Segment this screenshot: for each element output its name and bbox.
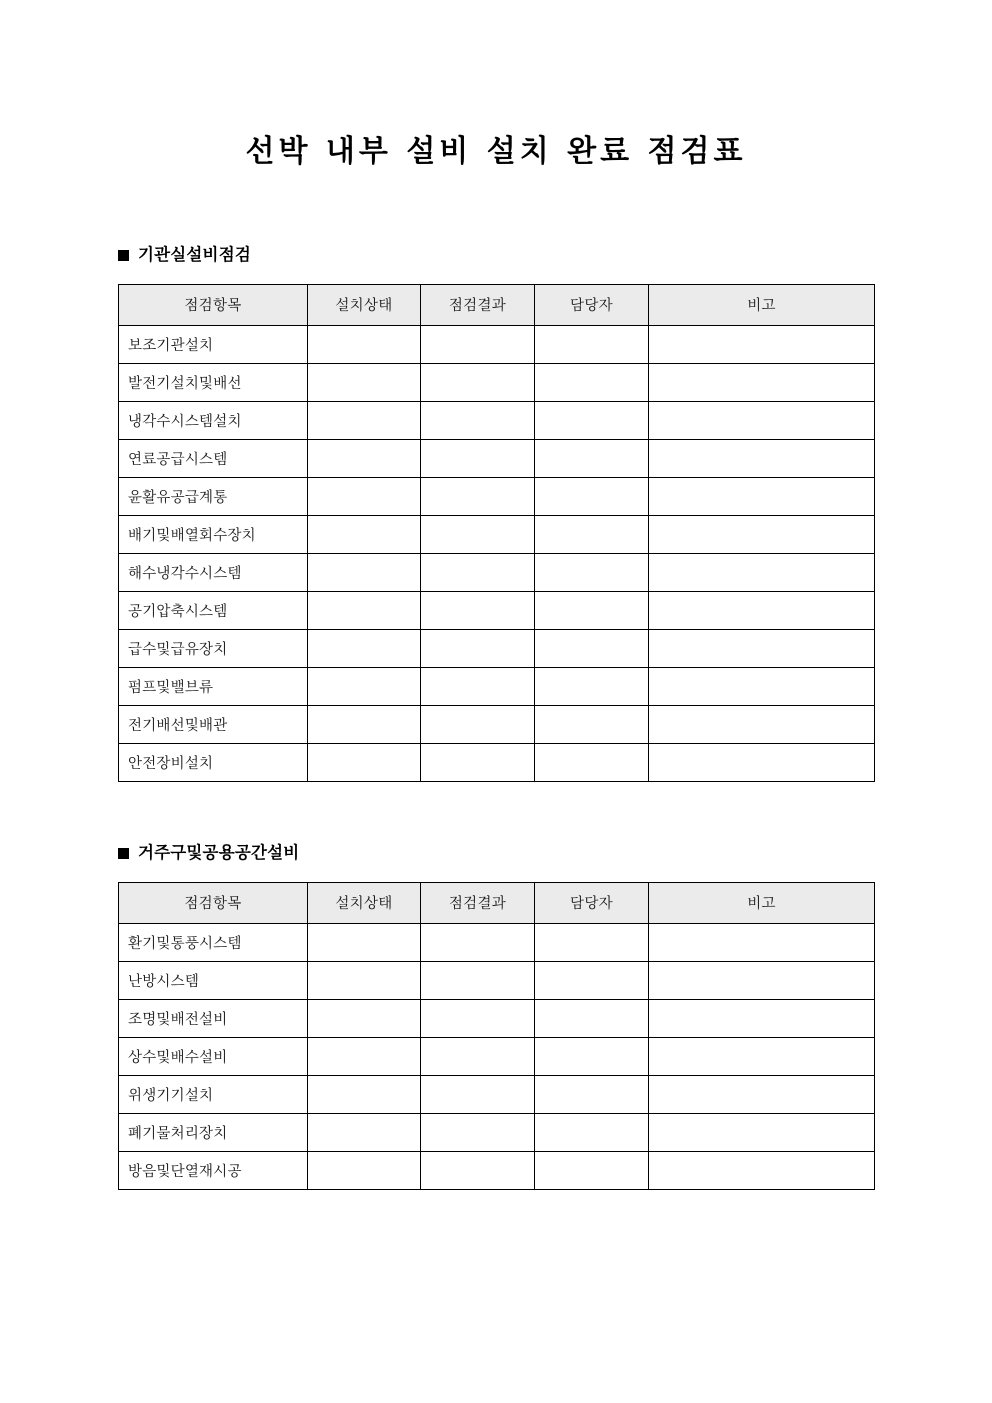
column-header-status: 설치상태 bbox=[308, 284, 421, 325]
cell-item: 발전기설치및배선 bbox=[119, 363, 308, 401]
cell-item: 안전장비설치 bbox=[119, 743, 308, 781]
cell-status[interactable] bbox=[308, 629, 421, 667]
section-heading-engine-room bbox=[118, 247, 874, 264]
cell-remark[interactable] bbox=[649, 515, 875, 553]
cell-result[interactable] bbox=[421, 629, 535, 667]
cell-person[interactable] bbox=[535, 1151, 649, 1189]
cell-person[interactable] bbox=[535, 363, 649, 401]
page-title: 선박 내부 설비 설치 완료 점검표 bbox=[245, 134, 747, 169]
cell-item: 상수및배수설비 bbox=[119, 1037, 308, 1075]
table-row bbox=[119, 667, 875, 705]
table-header-row bbox=[119, 284, 875, 325]
cell-person[interactable] bbox=[535, 553, 649, 591]
column-header-person: 담당자 bbox=[535, 284, 649, 325]
cell-item: 펌프및밸브류 bbox=[119, 667, 308, 705]
cell-remark[interactable] bbox=[649, 439, 875, 477]
cell-remark[interactable] bbox=[649, 477, 875, 515]
cell-result[interactable] bbox=[421, 1151, 535, 1189]
cell-item: 위생기기설치 bbox=[119, 1075, 308, 1113]
cell-result[interactable] bbox=[421, 1113, 535, 1151]
column-header-item: 점검항목 bbox=[119, 284, 308, 325]
cell-status[interactable] bbox=[308, 477, 421, 515]
cell-person[interactable] bbox=[535, 923, 649, 961]
cell-remark[interactable] bbox=[649, 1075, 875, 1113]
table-row bbox=[119, 401, 875, 439]
cell-result[interactable] bbox=[421, 477, 535, 515]
cell-result[interactable] bbox=[421, 1075, 535, 1113]
column-header-person: 담당자 bbox=[535, 882, 649, 923]
table-row bbox=[119, 553, 875, 591]
cell-result[interactable] bbox=[421, 325, 535, 363]
cell-remark[interactable] bbox=[649, 667, 875, 705]
cell-remark[interactable] bbox=[649, 325, 875, 363]
cell-status[interactable] bbox=[308, 1075, 421, 1113]
table-row bbox=[119, 363, 875, 401]
cell-status[interactable] bbox=[308, 961, 421, 999]
cell-status[interactable] bbox=[308, 1113, 421, 1151]
cell-person[interactable] bbox=[535, 591, 649, 629]
cell-result[interactable] bbox=[421, 743, 535, 781]
cell-status[interactable] bbox=[308, 667, 421, 705]
cell-remark[interactable] bbox=[649, 591, 875, 629]
cell-status[interactable] bbox=[308, 515, 421, 553]
section-accommodation bbox=[118, 845, 874, 1190]
cell-person[interactable] bbox=[535, 1037, 649, 1075]
cell-remark[interactable] bbox=[649, 401, 875, 439]
table-row bbox=[119, 629, 875, 667]
cell-remark[interactable] bbox=[649, 961, 875, 999]
cell-person[interactable] bbox=[535, 705, 649, 743]
cell-result[interactable] bbox=[421, 553, 535, 591]
cell-remark[interactable] bbox=[649, 705, 875, 743]
cell-item: 냉각수시스템설치 bbox=[119, 401, 308, 439]
cell-remark[interactable] bbox=[649, 629, 875, 667]
column-header-result: 점검결과 bbox=[421, 284, 535, 325]
cell-status[interactable] bbox=[308, 325, 421, 363]
cell-status[interactable] bbox=[308, 999, 421, 1037]
cell-status[interactable] bbox=[308, 743, 421, 781]
section-engine-room bbox=[118, 247, 874, 782]
cell-remark[interactable] bbox=[649, 1113, 875, 1151]
section-heading-label: 거주구및공용공간설비 bbox=[138, 843, 300, 862]
cell-status[interactable] bbox=[308, 591, 421, 629]
cell-result[interactable] bbox=[421, 363, 535, 401]
cell-status[interactable] bbox=[308, 923, 421, 961]
cell-result[interactable] bbox=[421, 515, 535, 553]
table-row bbox=[119, 743, 875, 781]
cell-person[interactable] bbox=[535, 629, 649, 667]
cell-person[interactable] bbox=[535, 667, 649, 705]
cell-item: 방음및단열재시공 bbox=[119, 1151, 308, 1189]
table-row bbox=[119, 1113, 875, 1151]
cell-remark[interactable] bbox=[649, 1151, 875, 1189]
cell-item: 전기배선및배관 bbox=[119, 705, 308, 743]
column-header-result: 점검결과 bbox=[421, 882, 535, 923]
cell-result[interactable] bbox=[421, 439, 535, 477]
cell-remark[interactable] bbox=[649, 999, 875, 1037]
table-row bbox=[119, 591, 875, 629]
cell-item: 윤활유공급계통 bbox=[119, 477, 308, 515]
cell-status[interactable] bbox=[308, 401, 421, 439]
cell-person[interactable] bbox=[535, 1113, 649, 1151]
cell-result[interactable] bbox=[421, 667, 535, 705]
filled-square-bullet-icon bbox=[118, 848, 129, 859]
cell-result[interactable] bbox=[421, 923, 535, 961]
cell-result[interactable] bbox=[421, 999, 535, 1037]
cell-result[interactable] bbox=[421, 591, 535, 629]
cell-person[interactable] bbox=[535, 325, 649, 363]
section-heading-label: 기관실설비점검 bbox=[138, 245, 251, 264]
cell-person[interactable] bbox=[535, 439, 649, 477]
cell-result[interactable] bbox=[421, 401, 535, 439]
table-row bbox=[119, 1037, 875, 1075]
cell-remark[interactable] bbox=[649, 743, 875, 781]
cell-item: 급수및급유장치 bbox=[119, 629, 308, 667]
table-row bbox=[119, 1151, 875, 1189]
cell-item: 난방시스템 bbox=[119, 961, 308, 999]
cell-person[interactable] bbox=[535, 743, 649, 781]
table-row bbox=[119, 515, 875, 553]
table-header-row bbox=[119, 882, 875, 923]
cell-item: 폐기물처리장치 bbox=[119, 1113, 308, 1151]
checklist-table-engine-room bbox=[118, 284, 875, 782]
cell-status[interactable] bbox=[308, 705, 421, 743]
cell-status[interactable] bbox=[308, 1037, 421, 1075]
cell-person[interactable] bbox=[535, 1075, 649, 1113]
cell-item: 연료공급시스템 bbox=[119, 439, 308, 477]
table-row bbox=[119, 705, 875, 743]
cell-remark[interactable] bbox=[649, 1037, 875, 1075]
table-row bbox=[119, 439, 875, 477]
cell-item: 공기압축시스템 bbox=[119, 591, 308, 629]
cell-status[interactable] bbox=[308, 439, 421, 477]
cell-status[interactable] bbox=[308, 553, 421, 591]
cell-remark[interactable] bbox=[649, 923, 875, 961]
cell-result[interactable] bbox=[421, 1037, 535, 1075]
section-heading-accommodation bbox=[118, 845, 874, 862]
column-header-item: 점검항목 bbox=[119, 882, 308, 923]
cell-result[interactable] bbox=[421, 705, 535, 743]
cell-remark[interactable] bbox=[649, 363, 875, 401]
table-row bbox=[119, 961, 875, 999]
cell-item: 보조기관설치 bbox=[119, 325, 308, 363]
cell-remark[interactable] bbox=[649, 553, 875, 591]
cell-person[interactable] bbox=[535, 401, 649, 439]
table-row bbox=[119, 325, 875, 363]
table-row bbox=[119, 923, 875, 961]
cell-item: 조명및배전설비 bbox=[119, 999, 308, 1037]
cell-person[interactable] bbox=[535, 477, 649, 515]
cell-item: 배기및배열회수장치 bbox=[119, 515, 308, 553]
column-header-remark: 비고 bbox=[649, 882, 875, 923]
table-row bbox=[119, 1075, 875, 1113]
table-row bbox=[119, 999, 875, 1037]
filled-square-bullet-icon bbox=[118, 250, 129, 261]
cell-person[interactable] bbox=[535, 961, 649, 999]
cell-status[interactable] bbox=[308, 363, 421, 401]
checklist-table-accommodation bbox=[118, 882, 875, 1190]
column-header-remark: 비고 bbox=[649, 284, 875, 325]
cell-item: 환기및통풍시스템 bbox=[119, 923, 308, 961]
table-row bbox=[119, 477, 875, 515]
cell-person[interactable] bbox=[535, 515, 649, 553]
cell-result[interactable] bbox=[421, 961, 535, 999]
cell-status[interactable] bbox=[308, 1151, 421, 1189]
cell-person[interactable] bbox=[535, 999, 649, 1037]
cell-item: 해수냉각수시스템 bbox=[119, 553, 308, 591]
column-header-status: 설치상태 bbox=[308, 882, 421, 923]
